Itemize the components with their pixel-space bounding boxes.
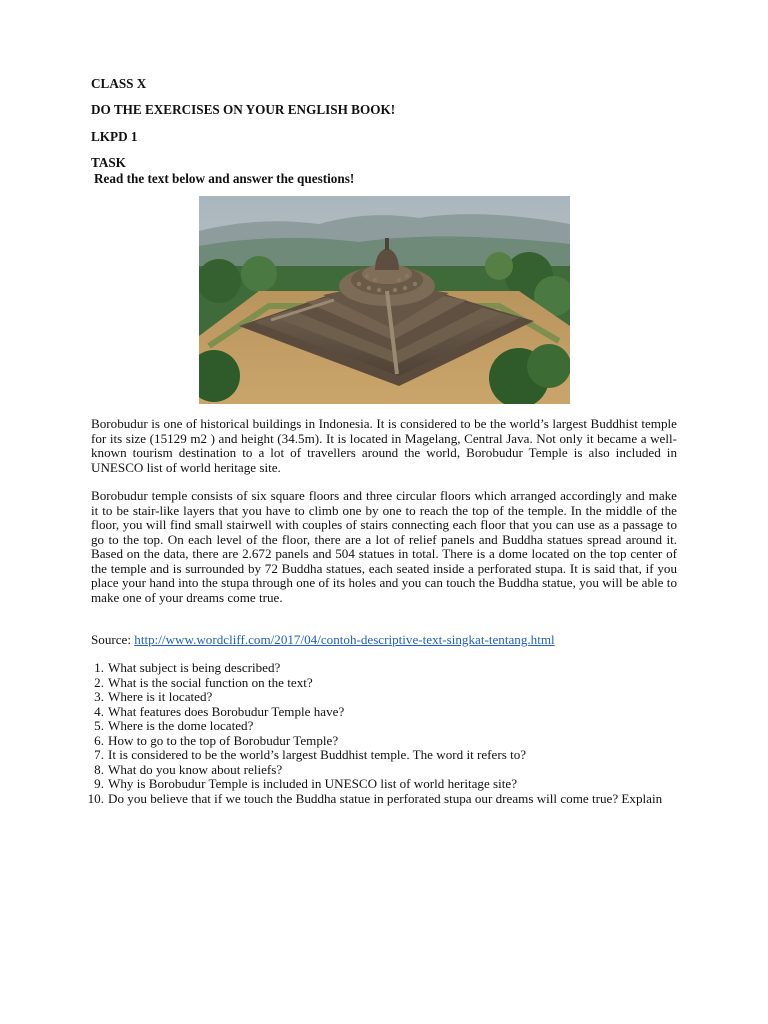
question-text: How to go to the top of Borobudur Temple? bbox=[108, 732, 339, 748]
question-number: 5. bbox=[94, 718, 104, 733]
question-number: 4. bbox=[94, 703, 104, 719]
question-number: 1. bbox=[94, 660, 104, 675]
paragraph-description: Borobudur temple consists of six square floors and three circular floors which arranged accordingly and make it to be stair-like layers that you have to climb one by one to reach the top of the temple. In the middle of the floor, you will find small stairwell with couples of stairs connecting each floor that you can use as a passage to go to the top. On each level of the floor, there are a lot of relief panels and Buddha statues spread around it. Based on the data, there are 2.672 panels and 504 statues in total. There is a dome located on the top center of the temple and is surrounded by 72 Buddha statues, each seated inside a perforated stupa. It is said that, if you place your hand into the stupa through one of its holes and you can touch the Buddha statue, you will be able to make one of your dreams come true. bbox=[91, 488, 677, 605]
question-item bbox=[74, 690, 684, 705]
question-number: 7. bbox=[94, 747, 104, 762]
question-number: 6. bbox=[94, 732, 104, 748]
question-item bbox=[74, 719, 684, 734]
question-number: 2. bbox=[94, 674, 104, 690]
question-text: Where is the dome located? bbox=[108, 718, 254, 733]
source-label: Source: bbox=[91, 632, 131, 647]
question-number: 3. bbox=[94, 689, 104, 704]
class-heading: CLASS X bbox=[91, 76, 147, 91]
borobudur-photo bbox=[199, 196, 570, 404]
question-text: What do you know about reliefs? bbox=[108, 761, 283, 777]
question-text: What features does Borobudur Temple have? bbox=[108, 703, 345, 719]
source-link[interactable]: http://www.wordcliff.com/2017/04/contoh-descriptive-text-singkat-tentang.html bbox=[134, 632, 555, 647]
question-text: Do you believe that if we touch the Buddha statue in perforated stupa our dreams will come true? Explain bbox=[108, 790, 663, 806]
question-item bbox=[74, 705, 684, 720]
question-item bbox=[74, 748, 684, 763]
question-item bbox=[74, 763, 684, 778]
question-number: 9. bbox=[94, 776, 104, 791]
question-item bbox=[74, 676, 684, 691]
question-item bbox=[74, 661, 684, 676]
lkpd-heading: LKPD 1 bbox=[91, 129, 138, 144]
question-text: What is the social function on the text? bbox=[108, 674, 313, 690]
paragraph-intro: Borobudur is one of historical buildings in Indonesia. It is considered to be the world’s largest Buddhist temple for its size (15129 m2 ) and height (34.5m). It is located in Magelang, Central Java. Not only it became a well-known tourism destination to a lot of travellers around the world, Borobudur Temple is also included in UNESCO list of world heritage site. bbox=[91, 416, 677, 475]
task-instruction: Read the text below and answer the questions! bbox=[94, 171, 355, 186]
question-item bbox=[74, 777, 684, 792]
question-number: 10. bbox=[87, 790, 104, 806]
question-number: 8. bbox=[94, 761, 104, 777]
question-text: It is considered to be the world’s largest Buddhist temple. The word it refers to? bbox=[108, 747, 527, 762]
source-line bbox=[91, 632, 555, 647]
task-heading: TASK bbox=[91, 155, 126, 170]
exercise-heading: DO THE EXERCISES ON YOUR ENGLISH BOOK! bbox=[91, 102, 396, 117]
question-text: Why is Borobudur Temple is included in UNESCO list of world heritage site? bbox=[108, 776, 518, 791]
question-item bbox=[74, 734, 684, 749]
question-text: Where is it located? bbox=[108, 689, 213, 704]
question-item bbox=[74, 792, 684, 807]
question-list bbox=[74, 661, 684, 806]
question-text: What subject is being described? bbox=[108, 660, 281, 675]
